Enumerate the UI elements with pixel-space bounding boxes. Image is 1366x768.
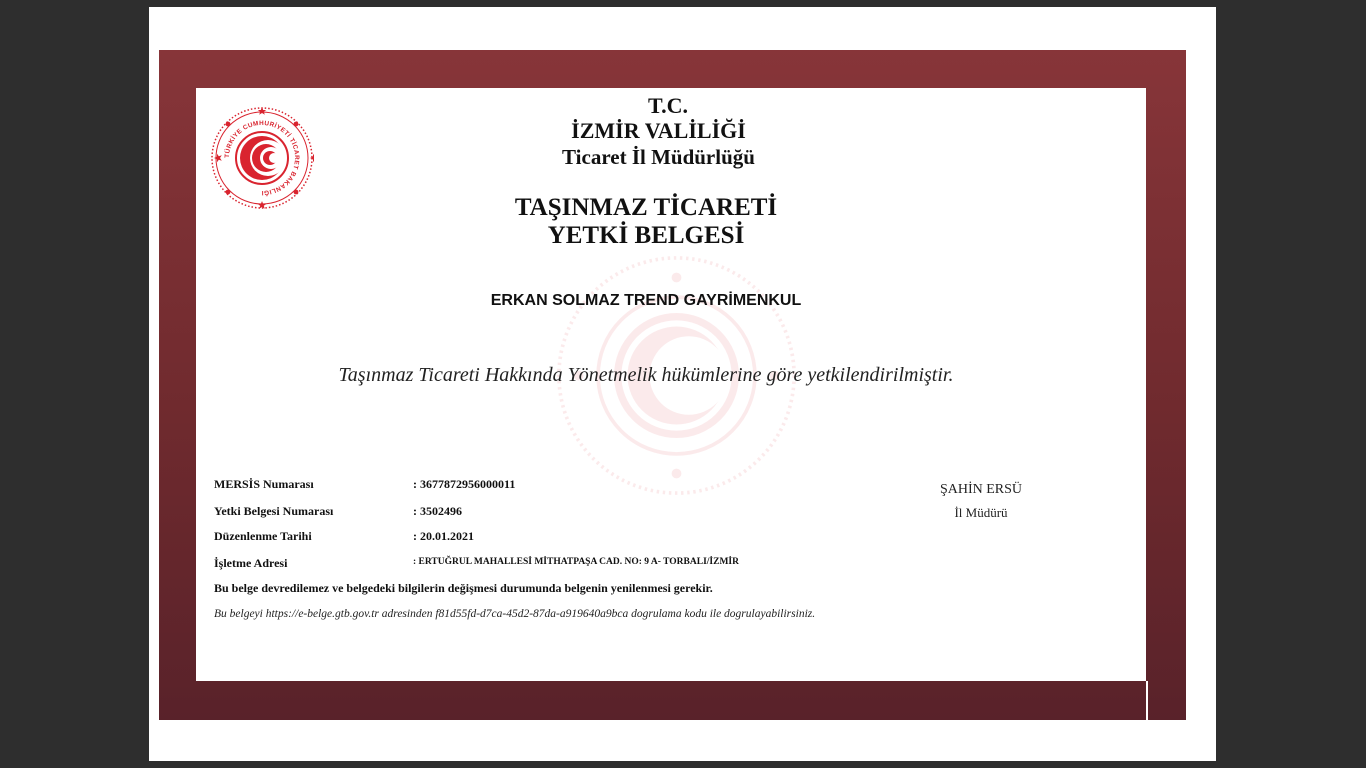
business-address-label: İşletme Adresi <box>214 556 288 570</box>
license-number-value: : 3502496 <box>413 504 462 518</box>
header-valilik: İZMİR VALİLİĞİ <box>571 118 746 143</box>
signatory-name: ŞAHİN ERSÜ <box>939 482 1023 497</box>
signatory-block <box>926 481 1036 522</box>
mersis-value: : 3677872956000011 <box>413 477 516 491</box>
certificate-title <box>171 194 1121 250</box>
verification-note: Bu belgeyi https://e-belge.gtb.gov.tr adresinden f81d55fd-d7ca-45d2-87da-a919640a9bca dogrulama kodu ile dogrulayabilirsiniz. <box>214 608 816 620</box>
company-name: ERKAN SOLMAZ TREND GAYRİMENKUL <box>490 292 802 309</box>
issue-date-label: Düzenlenme Tarihi <box>214 529 312 543</box>
authorization-statement: Taşınmaz Ticareti Hakkında Yönetmelik hükümlerine göre yetkilendirilmiştir. <box>338 364 954 386</box>
transfer-notice: Bu belge devredilemez ve belgedeki bilgilerin değişmesi durumunda belgenin yenilenmesi gerekir. <box>214 581 713 595</box>
title-line-2: YETKİ BELGESİ <box>547 222 745 249</box>
header-tc: T.C. <box>648 93 688 118</box>
frame-notch <box>1146 681 1148 720</box>
title-line-1: TAŞINMAZ TİCARETİ <box>514 194 778 221</box>
certificate-frame <box>159 50 1186 720</box>
business-address-value: : ERTUĞRUL MAHALLESİ MİTHATPAŞA CAD. NO: 9 A- TORBALI/İZMİR <box>413 557 739 567</box>
header-mudurluk: Ticaret İl Müdürlüğü <box>562 145 755 169</box>
document-page <box>149 7 1216 761</box>
certificate-body <box>196 88 1146 681</box>
issue-date-value: : 20.01.2021 <box>413 529 474 543</box>
issuer-header <box>196 93 1146 170</box>
seal-ring-text: TÜRKİYE CUMHURİYETİ TİCARET BAKANLIĞI <box>223 119 301 197</box>
signatory-title: İl Müdürü <box>954 505 1008 520</box>
license-number-label: Yetki Belgesi Numarası <box>214 504 334 518</box>
mersis-label: MERSİS Numarası <box>214 477 314 491</box>
